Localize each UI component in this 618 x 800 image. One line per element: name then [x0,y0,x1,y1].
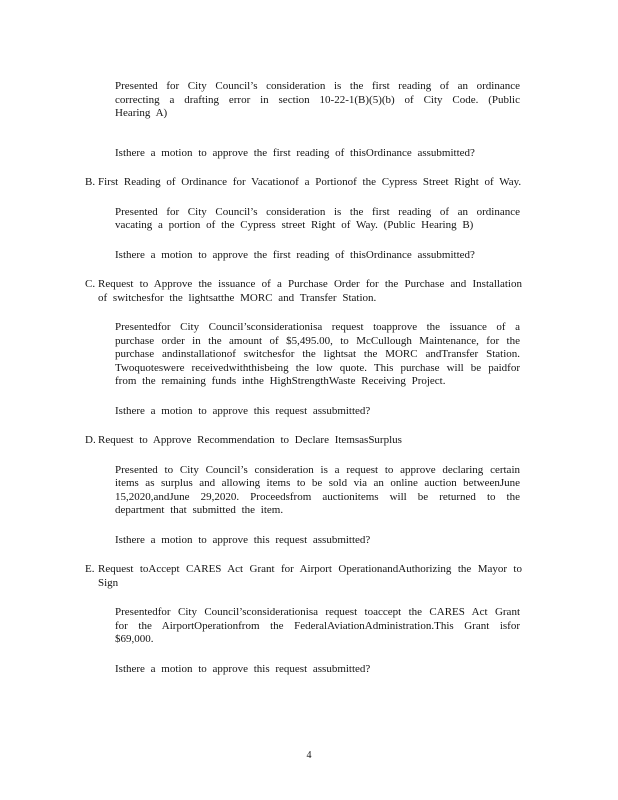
presentation-paragraph: Presentedfor City Council’sconsiderationisa request toaccept the CARES Act Grant for the AirportOperationfrom the FederalAviationAdministration.This Grant isfor $69,000. [115,606,520,645]
document-body [85,80,522,692]
motion-question: Isthere a motion to approve this request assubmitted? [115,533,371,546]
list-item-text: Request to Approve Recommendation to Declare ItemsasSurplus [98,434,402,446]
presentation-paragraph: Presentedfor City Council’sconsiderationisa request toapprove the issuance of a purchase order in the amount of $5,495.00, to McCullough Maintenance, for the purchase andinstallationof switchesfor the lightsat the MORC andTransfer Station. Twoquoteswere receivedwiththisbeing the low quote. This purchase will be paidfor from the remaining funds inthe HighStrengthWaste Receiving Project. [115,321,520,387]
list-item-label: B. [85,176,96,188]
presentation-paragraph: Presented to City Council’s consideration is a request to approve declaring certain items as surplus and allowing items to be sold via an online auction betweenJune 15,2020,andJune 29,2020. Proceedsfrom auctionitems will be returned to the department that submitted the item. [115,463,520,516]
list-item-text: Request toAccept CARES Act Grant for Airport OperationandAuthorizing the Mayor to Sign [98,563,522,589]
motion-question: Isthere a motion to approve the first reading of thisOrdinance assubmitted? [115,146,475,159]
list-item-e [85,563,522,590]
motion-question: Isthere a motion to approve the first reading of thisOrdinance assubmitted? [115,248,475,261]
list-item-d [85,434,522,448]
list-item-label: E. [85,563,95,575]
list-item-text: Request to Approve the issuance of a Purchase Order for the Purchase and Installation of switchesfor the lightsatthe MORC and Transfer Station. [98,278,522,304]
presentation-paragraph: Presented for City Council’s consideration is the first reading of an ordinance vacating a portion of the Cypress street Right of Way. (Public Hearing B) [115,205,520,231]
list-item-text: First Reading of Ordinance for Vacationof a Portionof the Cypress Street Right of Way. [98,176,522,188]
motion-question: Isthere a motion to approve this request assubmitted? [115,404,371,417]
list-item-b [85,176,522,190]
list-item-c [85,278,522,305]
list-item-label: C. [85,278,96,290]
list-item-label: D. [85,434,96,446]
page-number: 4 [306,750,312,761]
motion-question: Isthere a motion to approve this request assubmitted? [115,662,371,675]
presentation-paragraph: Presented for City Council’s consideration is the first reading of an ordinance correcting a drafting error in section 10-22-1(B)(5)(b) of City Code. (Public Hearing A) [115,80,520,119]
